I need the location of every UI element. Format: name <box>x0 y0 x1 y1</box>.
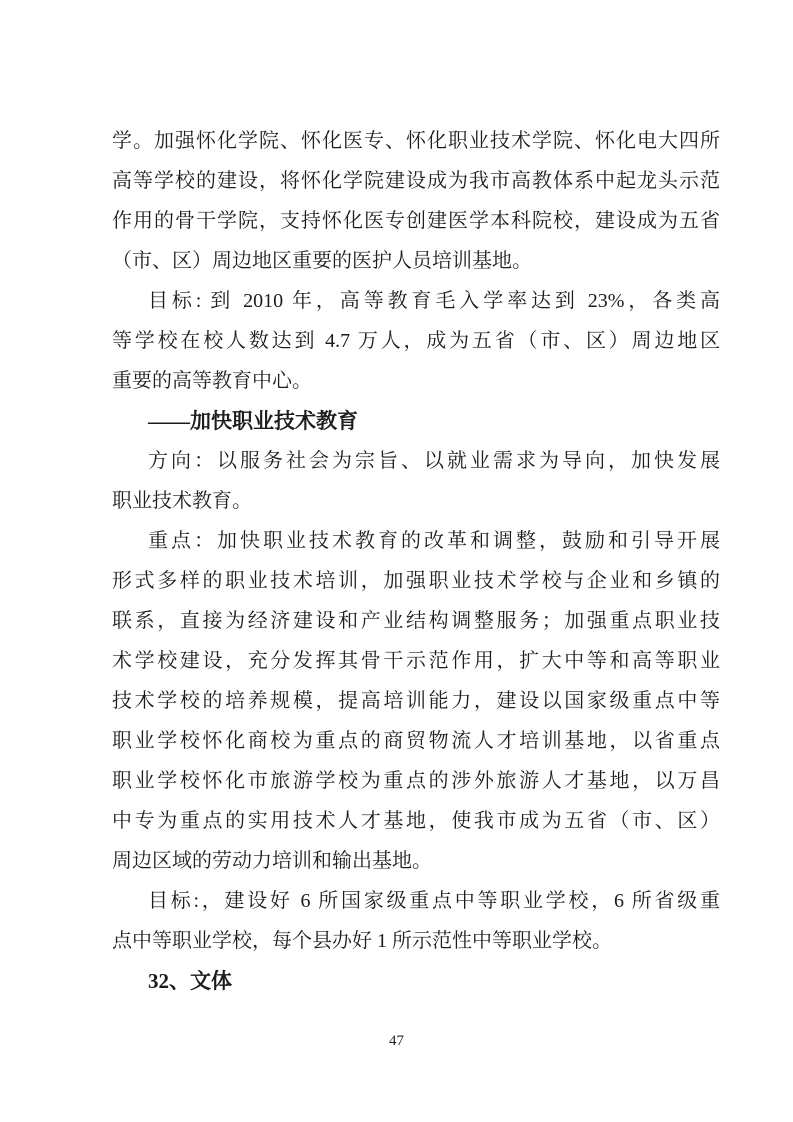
section-heading: ——加快职业技术教育 <box>148 409 358 433</box>
section-heading: 32、文体 <box>148 969 232 993</box>
text-line: 职业技术教育。 <box>112 490 252 512</box>
text-line: 术学校建设，充分发挥其骨干示范作用，扩大中等和高等职业 <box>112 650 720 672</box>
text-line: 高等学校的建设，将怀化学院建设成为我市高教体系中起龙头示范 <box>112 170 720 192</box>
text-line: 重点：加快职业技术教育的改革和调整，鼓励和引导开展 <box>148 530 720 552</box>
text-line: 技术学校的培养规模，提高培训能力，建设以国家级重点中等 <box>112 690 720 712</box>
text-line: 学。加强怀化学院、怀化医专、怀化职业技术学院、怀化电大四所 <box>112 130 720 152</box>
text-line: 联系，直接为经济建设和产业结构调整服务；加强重点职业技 <box>112 610 720 632</box>
text-line: 目标: 到 2010 年，高等教育毛入学率达到 23%，各类高 <box>148 290 720 312</box>
text-line: 目标:，建设好 6 所国家级重点中等职业学校，6 所省级重 <box>148 890 720 912</box>
text-line: 周边区域的劳动力培训和输出基地。 <box>112 850 432 872</box>
text-line: 作用的骨干学院，支持怀化医专创建医学本科院校，建设成为五省 <box>112 210 720 232</box>
text-line: 方向：以服务社会为宗旨、以就业需求为导向，加快发展 <box>148 450 720 472</box>
text-line: 形式多样的职业技术培训，加强职业技术学校与企业和乡镇的 <box>112 570 720 592</box>
text-line: 中专为重点的实用技术人才基地，使我市成为五省（市、区） <box>112 810 720 832</box>
text-line: 等学校在校人数达到 4.7 万人，成为五省（市、区）周边地区 <box>112 330 720 352</box>
page-number: 47 <box>389 1033 404 1049</box>
text-line: 职业学校怀化市旅游学校为重点的涉外旅游人才基地，以万昌 <box>112 770 720 792</box>
text-line: 点中等职业学校，每个县办好 1 所示范性中等职业学校。 <box>112 930 612 952</box>
text-line: 职业学校怀化商校为重点的商贸物流人才培训基地，以省重点 <box>112 730 720 752</box>
text-line: 重要的高等教育中心。 <box>112 370 312 392</box>
text-line: （市、区）周边地区重要的医护人员培训基地。 <box>112 250 532 272</box>
text-block <box>112 121 720 1001</box>
